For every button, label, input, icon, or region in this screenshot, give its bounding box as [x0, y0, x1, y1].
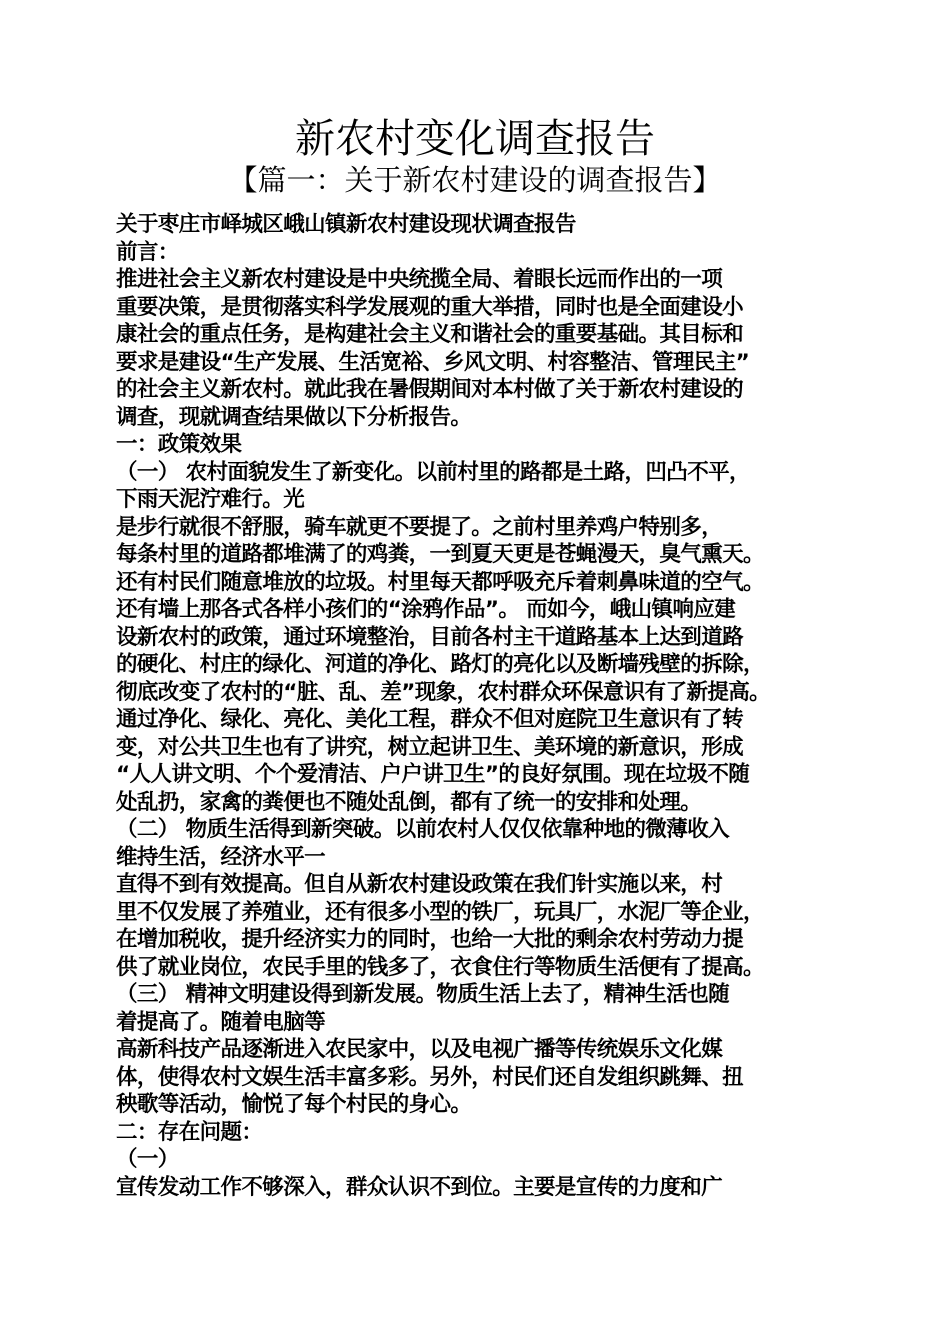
body-line: 康社会的重点任务，是构建社会主义和谐社会的重要基础。其目标和 — [116, 322, 744, 347]
body-line: 里不仅发展了养殖业，还有很多小型的铁厂，玩具厂，水泥厂等企业， — [116, 899, 764, 925]
body-line: 是步行就很不舒服，骑车就更不要提了。之前村里养鸡户特别多， — [116, 514, 723, 540]
body-line: 的社会主义新农村。就此我在暑假期间对本村做了关于新农村建设的 — [116, 377, 744, 402]
body-line: 的硬化、村庄的绿化、河道的净化、路灯的亮化以及断墙残壁的拆除， — [116, 652, 764, 677]
body-line: 着提高了。随着电脑等 — [116, 1009, 326, 1035]
body-line: （一） 农村面貌发生了新变化。以前村里的路都是土路，凹凸不平， — [116, 459, 750, 485]
body-line: 体，使得农村文娱生活丰富多彩。另外，村民们还自发组织跳舞、扭 — [116, 1064, 744, 1090]
document-title: 新农村变化调查报告 — [295, 116, 655, 162]
body-line: 通过净化、绿化、亮化、美化工程，群众不但对庭院卫生意识有了转 — [116, 707, 744, 732]
body-line: 高新科技产品逐渐进入农民家中，以及电视广播等传统娱乐文化媒 — [116, 1037, 723, 1062]
body-line: 还有村民们随意堆放的垃圾。村里每天都呼吸充斥着刺鼻味道的空气。 — [116, 569, 764, 595]
body-line: 供了就业岗位，农民手里的钱多了，衣食住行等物质生活便有了提高。 — [116, 954, 764, 980]
body-line: 宣传发动工作不够深入，群众认识不到位。主要是宣传的力度和广 — [116, 1174, 723, 1200]
body-line: 调查，现就调查结果做以下分析报告。 — [116, 404, 472, 430]
body-line: 设新农村的政策，通过环境整治，目前各村主干道路基本上达到道路 — [116, 624, 744, 650]
body-line: （一） — [116, 1147, 179, 1172]
body-line: 一：政策效果 — [116, 432, 242, 457]
body-line: 推进社会主义新农村建设是中央统揽全局、着眼长远而作出的一项 — [116, 267, 723, 292]
body-line: 下雨天泥泞难行。光 — [116, 487, 305, 512]
body-line: 直得不到有效提高。但自从新农村建设政策在我们针实施以来，村 — [116, 872, 723, 897]
body-line: 关于枣庄市峄城区峨山镇新农村建设现状调查报告 — [116, 212, 576, 237]
body-line: 秧歌等活动，愉悦了每个村民的身心。 — [116, 1092, 472, 1117]
body-line: 二：存在问题： — [116, 1119, 263, 1145]
body-line: 前言： — [116, 239, 179, 265]
body-line: 变，对公共卫生也有了讲究，树立起讲卫生、美环境的新意识，形成 — [116, 734, 744, 760]
body-line: 重要决策，是贯彻落实科学发展观的重大举措，同时也是全面建设小 — [116, 294, 744, 320]
body-line: （三） 精神文明建设得到新发展。物质生活上去了，精神生活也随 — [116, 982, 729, 1007]
body-line: 在增加税收，提升经济实力的同时，也给一大批的剩余农村劳动力提 — [116, 927, 744, 952]
body-line: “人人讲文明、个个爱清洁、户户讲卫生”的良好氛围。现在垃圾不随 — [116, 762, 750, 787]
body-line: 处乱扔，家禽的粪便也不随处乱倒，都有了统一的安排和处理。 — [116, 789, 702, 815]
body-line: 还有墙上那各式各样小孩们的“涂鸦作品”。 而如今，峨山镇响应建 — [116, 597, 736, 622]
body-line: 每条村里的道路都堆满了的鸡粪，一到夏天更是苍蝇漫天，臭气熏天。 — [116, 542, 764, 567]
body-line: 要求是建设“生产发展、生活宽裕、乡风文明、村容整洁、管理民主” — [116, 349, 750, 375]
body-line: 彻底改变了农村的“脏、乱、差”现象，农村群众环保意识有了新提高。 — [116, 679, 771, 705]
document-body — [116, 211, 846, 1201]
body-line: 维持生活，经济水平一 — [116, 844, 326, 870]
body-line: （二） 物质生活得到新突破。以前农村人仅仅依靠种地的微薄收入 — [116, 817, 729, 842]
document-subtitle: 【篇一：关于新农村建设的调查报告】 — [228, 163, 722, 197]
